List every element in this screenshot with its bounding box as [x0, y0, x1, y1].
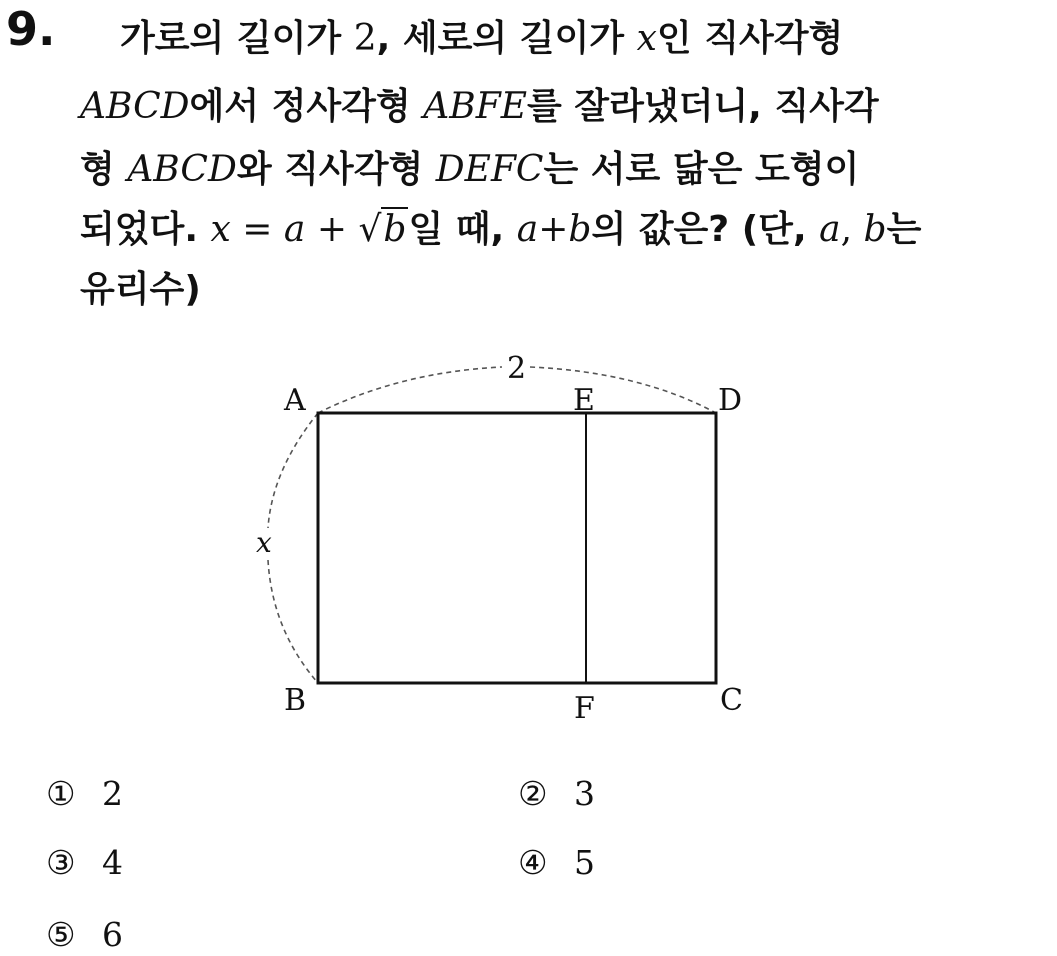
text: 인 직사각형: [656, 18, 844, 59]
var-b: b: [568, 209, 592, 250]
text: 일 때,: [408, 209, 517, 250]
var-a: a: [516, 209, 539, 250]
plus: +: [538, 209, 569, 250]
label-c: C: [720, 683, 743, 718]
width-arc-right: [530, 367, 716, 413]
text: 형: [80, 149, 128, 190]
label-d: D: [718, 383, 743, 418]
choice-mark: ①: [46, 774, 76, 813]
text: 는 서로 닮은 도형이: [543, 149, 860, 190]
radicand-b: b: [383, 209, 407, 250]
choice-value: 6: [102, 915, 123, 954]
choice-mark: ③: [46, 843, 76, 882]
choice-mark: ⑤: [46, 915, 76, 954]
text: 를 잘라냈더니, 직사각: [526, 86, 879, 127]
square-abfe: ABFE: [423, 86, 527, 127]
height-arc-bottom: [268, 560, 318, 683]
choice-2[interactable]: [518, 774, 595, 814]
width-arc-left: [318, 367, 502, 413]
choice-5[interactable]: [46, 915, 123, 955]
height-arc-top: [268, 413, 318, 528]
choice-mark: ④: [518, 843, 548, 882]
var-b: b: [863, 209, 887, 250]
height-label: x: [256, 526, 272, 559]
width-label: 2: [507, 351, 527, 386]
var-x: x: [210, 209, 231, 250]
width-value: 2: [353, 18, 377, 59]
question-number: 9.: [6, 2, 56, 56]
var-x: x: [636, 18, 657, 59]
text: 되었다.: [80, 209, 211, 250]
rect-defc: DEFC: [435, 149, 544, 190]
text: 의 값은? (단,: [591, 209, 820, 250]
rectangle-abcd: [318, 413, 716, 683]
choice-4[interactable]: [518, 843, 595, 883]
text: 와 직사각형: [236, 149, 436, 190]
rect-abcd: ABCD: [80, 86, 190, 127]
rect-abcd: ABCD: [127, 149, 237, 190]
label-a: A: [284, 383, 306, 418]
plus: +: [305, 209, 359, 250]
equals: =: [230, 209, 284, 250]
choice-value: 4: [102, 843, 123, 882]
comma: ,: [840, 209, 864, 250]
choice-mark: ②: [518, 774, 548, 813]
label-f: F: [574, 691, 595, 726]
question-line-5: 유리수): [80, 269, 201, 310]
label-b: B: [284, 683, 307, 718]
var-a: a: [283, 209, 306, 250]
label-e: E: [573, 383, 595, 418]
var-a: a: [819, 209, 841, 250]
text: 에서 정사각형: [189, 86, 424, 127]
choice-1[interactable]: [46, 774, 123, 814]
sqrt-sign: √: [358, 209, 382, 250]
text: 는: [886, 209, 922, 250]
text: , 세로의 길이가: [376, 18, 637, 59]
text: 가로의 길이가: [120, 18, 354, 59]
choice-value: 2: [102, 774, 123, 813]
choice-value: 3: [574, 774, 595, 813]
choice-value: 5: [574, 843, 595, 882]
choice-3[interactable]: [46, 843, 123, 883]
